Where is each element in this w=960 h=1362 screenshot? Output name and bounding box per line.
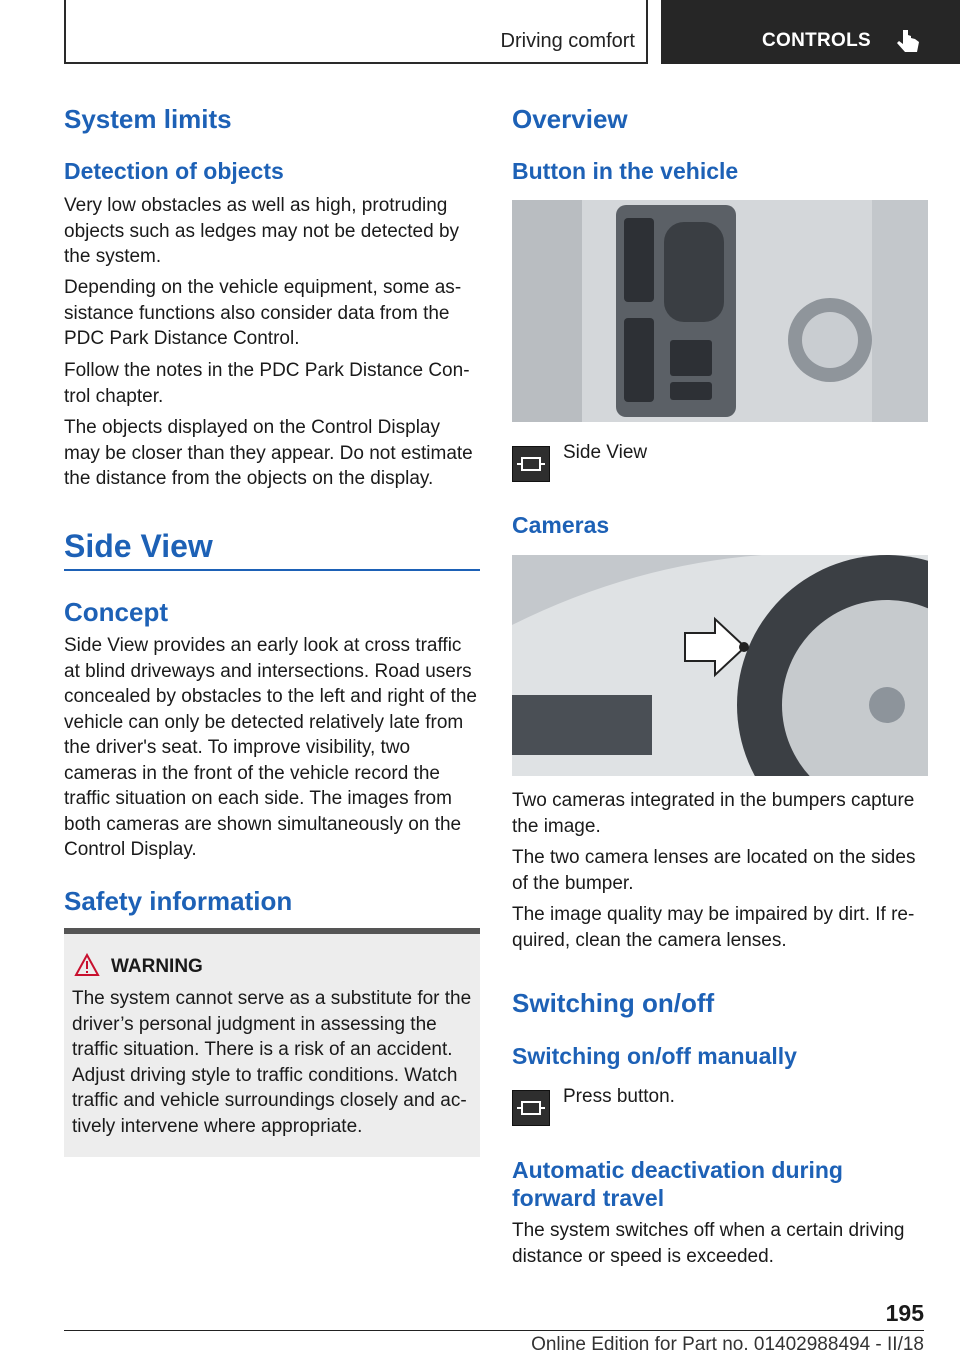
manual-heading: Switching on/off manually	[512, 1043, 797, 1069]
chapter-tab-label: CONTROLS	[762, 30, 872, 51]
hand-pointer-icon	[893, 26, 923, 56]
bumper-camera-photo	[512, 555, 928, 776]
detection-para-1: Very low obstacles as well as high, protruding objects such as ledges may not be detected by the system.	[64, 195, 460, 267]
side-view-button-icon	[512, 446, 550, 482]
detection-para-3: Follow the notes in the PDC Park Distance Control chapter.	[64, 360, 470, 407]
side-view-caption: Side View	[563, 442, 648, 463]
warning-label: WARNING	[111, 956, 203, 977]
footer-rule	[64, 1330, 924, 1331]
side-view-title: Side View	[64, 528, 213, 564]
warning-bar	[64, 928, 480, 934]
auto-deactivation-para: The system switches off when a certain driving distance or speed is exceeded.	[512, 1220, 905, 1267]
side-view-button-icon-2	[512, 1090, 550, 1126]
detection-para-4: The objects displayed on the Control Display may be closer than they appear. Do not estimate the distance from the objects on the display.	[64, 417, 473, 489]
concept-heading: Concept	[64, 597, 168, 627]
detection-heading: Detection of objects	[64, 158, 284, 184]
concept-para: Side View provides an early look at cross traffic at blind driveways and intersections. Road users concealed by obstacles to the left and right of the vehicle can only be detected relatively late from the driver's seat. To improve visibility, two cameras in the front of the vehicle record the traffic situation on each side. The images from both cameras are shown simultaneously on the Control Display.	[64, 635, 477, 860]
overview-title: Overview	[512, 104, 628, 134]
system-limits-title: System limits	[64, 104, 232, 134]
cameras-heading: Cameras	[512, 512, 610, 538]
detection-para-2: Depending on the vehicle equipment, some assistance functions also consider data from the PDC Park Distance Control.	[64, 277, 462, 349]
page-number: 195	[885, 1300, 924, 1326]
title-rule	[64, 569, 480, 571]
console-photo	[512, 200, 928, 422]
warning-triangle-icon	[74, 953, 100, 977]
safety-heading: Safety information	[64, 886, 293, 916]
cameras-para-2: The two camera lenses are located on the sides of the bumper.	[512, 847, 916, 894]
warning-text: The system cannot serve as a substitute for the driver’s personal judgment in assessing the traffic situation. There is a risk of an accident. Adjust driving style to traffic conditions. Watch traffic and vehicle surroundings closely and actively intervene where appropriate.	[72, 988, 472, 1137]
button-heading: Button in the vehicle	[512, 158, 739, 184]
edition-note: Online Edition for Part no. 01402988494 - II/18	[531, 1334, 924, 1355]
cameras-para-1: Two cameras integrated in the bumpers capture the image.	[512, 790, 915, 837]
auto-deactivation-heading: Automatic deactivation during forward travel	[512, 1157, 843, 1211]
switching-title: Switching on/off	[512, 988, 715, 1018]
press-button-text: Press button.	[563, 1086, 675, 1107]
section-title: Driving comfort	[500, 30, 635, 52]
cameras-para-3: The image quality may be impaired by dirt. If required, clean the camera lenses.	[512, 904, 915, 951]
